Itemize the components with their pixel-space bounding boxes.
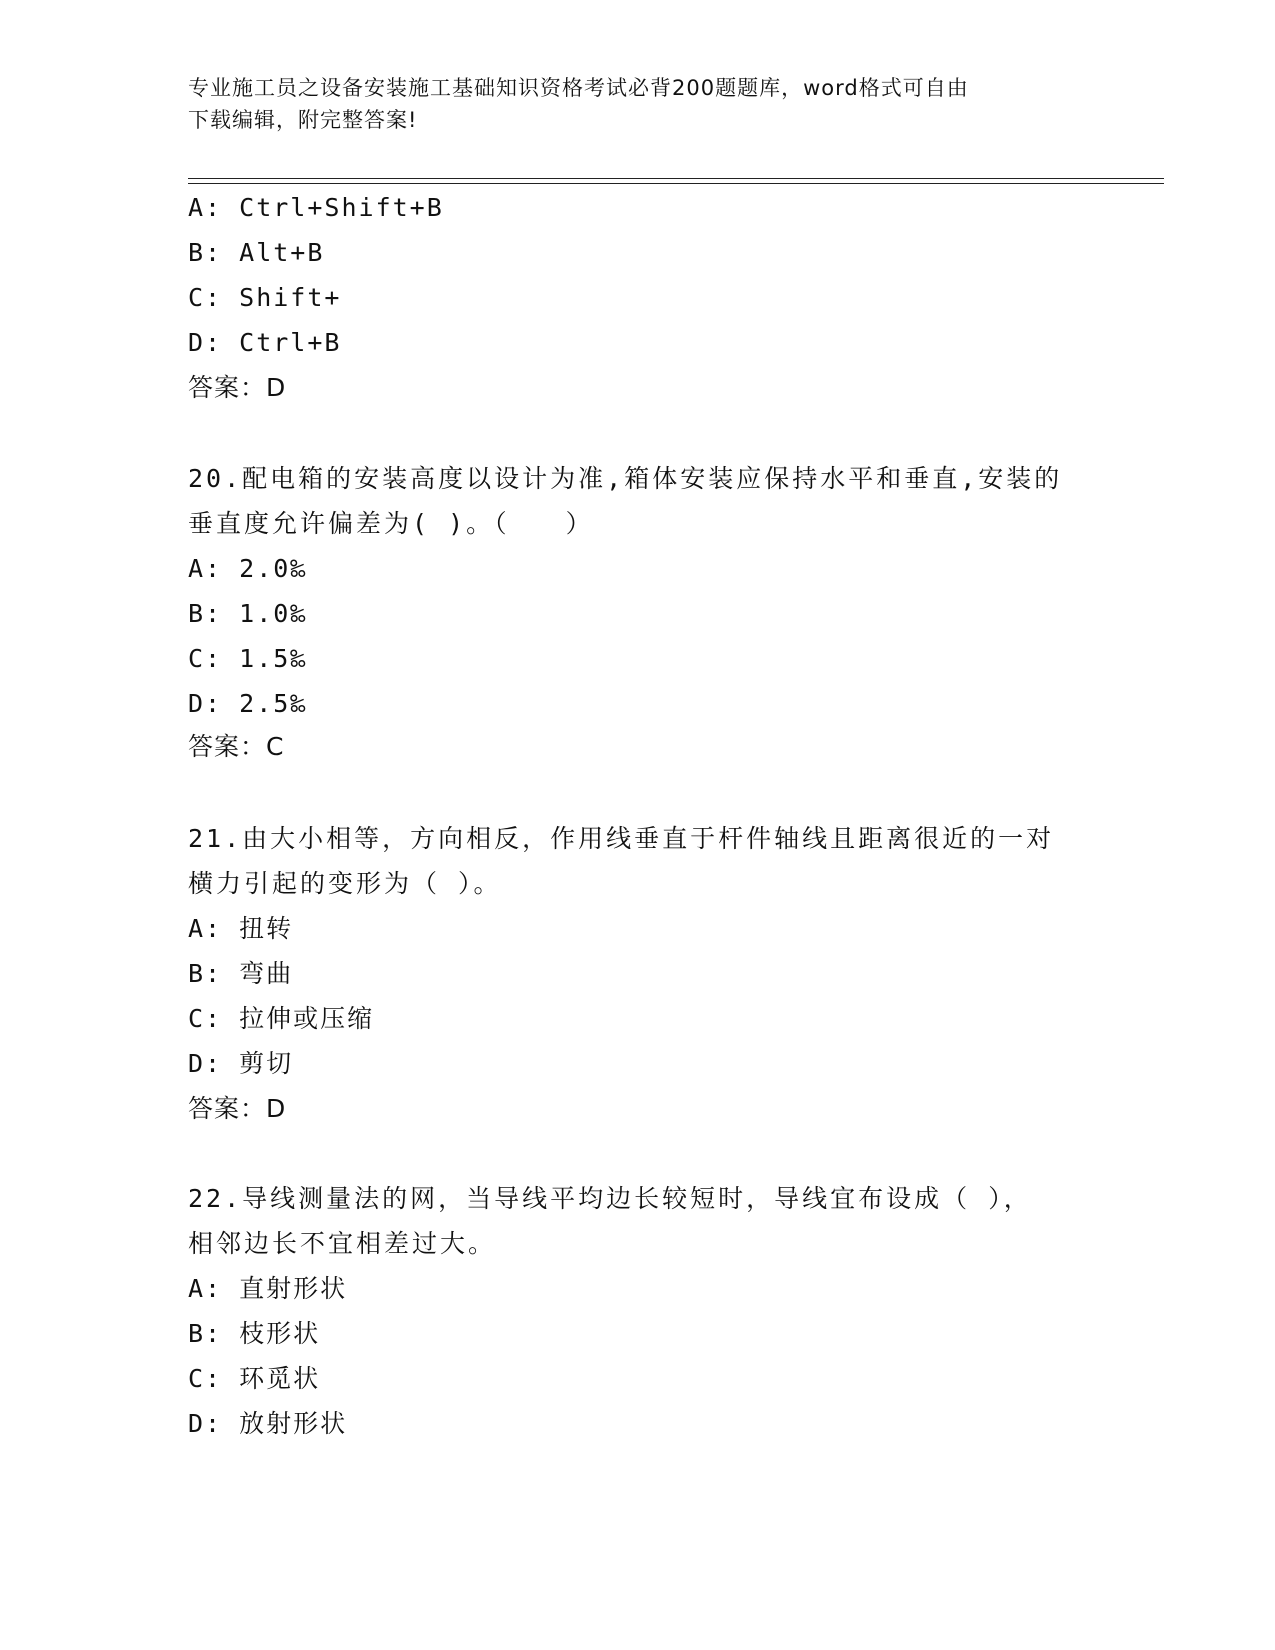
q20-stem-line-1: 20.配电箱的安装高度以设计为准,箱体安装应保持水平和垂直,安装的 (188, 464, 1063, 493)
q19-option-b: B: Alt+B (188, 238, 325, 267)
q20-option-a: A: 2.0‰ (188, 554, 308, 583)
q22-option-a: A: 直射形状 (188, 1274, 348, 1303)
q21-answer: 答案：D (188, 1094, 287, 1123)
q21-stem-line-2: 横力引起的变形为（ ）。 (188, 869, 502, 898)
q20-option-b: B: 1.0‰ (188, 599, 308, 628)
header-divider-bottom (188, 183, 1164, 184)
q21-option-a: A: 扭转 (188, 914, 294, 943)
q22-stem-line-2: 相邻边长不宜相差过大。 (188, 1229, 497, 1258)
q20-stem-line-2: 垂直度允许偏差为( )。（ ） (188, 509, 594, 538)
q21-stem-line-1: 21.由大小相等，方向相反，作用线垂直于杆件轴线且距离很近的一对 (188, 824, 1055, 853)
header-divider-top (188, 178, 1164, 179)
q20-answer: 答案：C (188, 732, 285, 761)
q21-option-d: D: 剪切 (188, 1049, 294, 1078)
header-line-2: 下载编辑，附完整答案! (188, 108, 418, 132)
q19-option-a: A: Ctrl+Shift+B (188, 193, 444, 222)
q22-option-b: B: 枝形状 (188, 1319, 321, 1348)
q22-option-d: D: 放射形状 (188, 1409, 348, 1438)
q21-option-c: C: 拉伸或压缩 (188, 1004, 375, 1033)
q19-answer: 答案：D (188, 373, 287, 402)
q20-option-d: D: 2.5‰ (188, 689, 308, 718)
q21-option-b: B: 弯曲 (188, 959, 294, 988)
header-line-1: 专业施工员之设备安装施工基础知识资格考试必背200题题库，word格式可自由 (188, 76, 969, 100)
q20-option-c: C: 1.5‰ (188, 644, 308, 673)
q19-option-d: D: Ctrl+B (188, 328, 342, 357)
q22-option-c: C: 环觅状 (188, 1364, 321, 1393)
q19-option-c: C: Shift+ (188, 283, 342, 312)
q22-stem-line-1: 22.导线测量法的网，当导线平均边长较短时，导线宜布设成（ ）， (188, 1184, 1032, 1213)
document-header (188, 72, 1068, 136)
